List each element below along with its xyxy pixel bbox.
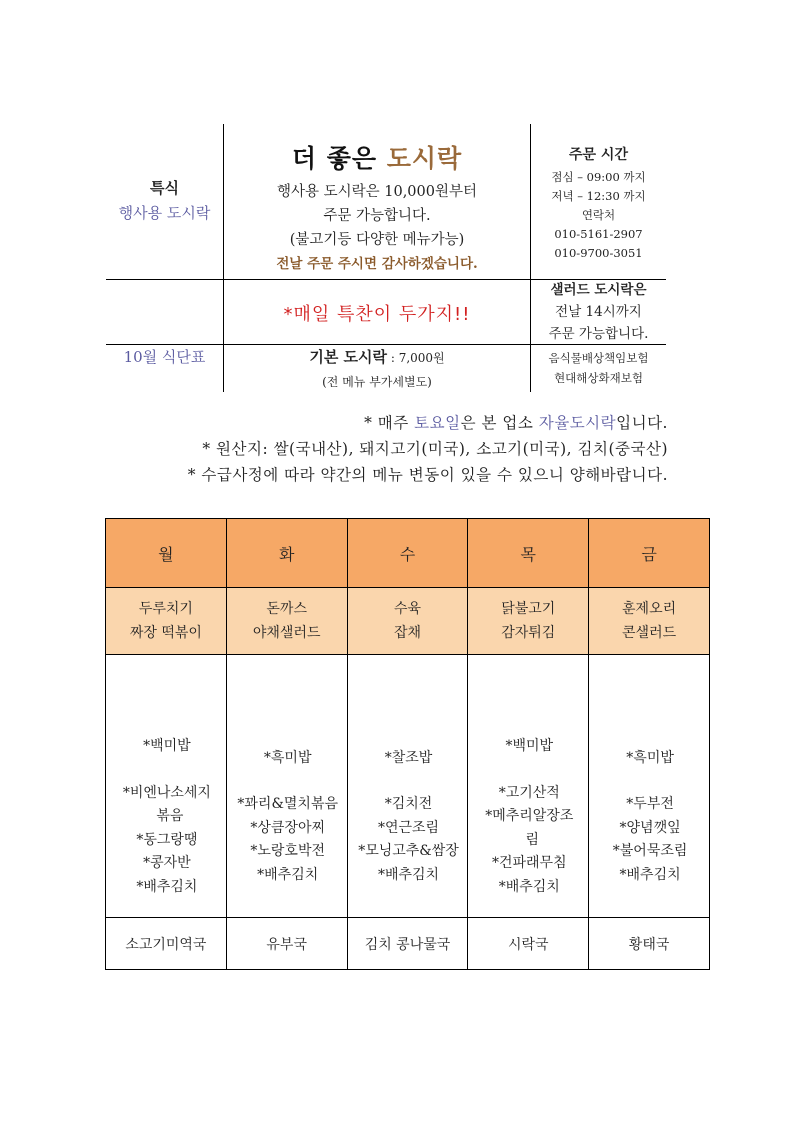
brand-part2: 도시락 [386,144,463,173]
special-box [106,176,223,226]
side-item: *배추김치 [257,866,319,883]
side-item: *양념깻잎 [619,819,681,836]
soup-cell: 유부국 [226,918,347,970]
side-item: *김치전 [384,796,433,813]
note-text: * 매주 [364,414,415,432]
items-cell [106,655,227,918]
rice-item: *백미밥 [505,738,554,754]
insurance-box [531,348,666,388]
basic-price: : 7,000원 [387,351,445,365]
side-item: *동그랑땡 [136,831,198,848]
salad-line-2: 전날 14시까지 [555,304,642,320]
insurance-line-2: 현대해상화재보험 [554,371,643,385]
special-cell [106,588,227,655]
side-item: *두부전 [626,796,674,813]
special-title: 특식 [150,179,179,197]
side-item: *콩자반 [143,855,191,871]
brand-part1: 더 좋은 [291,144,387,173]
special-item: 돈까스 [266,601,307,617]
soup-cell: 황태국 [589,918,710,970]
notes-block [106,410,668,488]
saturday-note [106,410,668,436]
special-item: 감자튀김 [501,625,556,641]
items-cell [468,655,589,918]
side-item: *배추김치 [619,866,681,883]
items-cell [347,655,468,918]
side-item: *배추김치 [377,866,440,883]
side-item: 림 [525,831,540,848]
soup-cell: 김치 콩나물국 [347,918,468,970]
special-item: 훈제오리 [622,601,677,617]
side-item: *연근조림 [377,819,440,836]
items-cell [589,655,710,918]
note-text: 입니다. [616,414,668,432]
rice-item: *흑미밥 [263,749,312,766]
event-line-1: 행사용 도시락은 10,000원부터 [276,184,478,200]
special-item: 수육 [393,601,422,617]
vat-note: (전 메뉴 부가세별도) [322,375,432,389]
salad-box [531,279,666,345]
side-item: *비엔나소세지 [122,784,211,801]
brand-box [224,142,530,275]
side-item: *꽈리&멸치볶음 [237,796,338,813]
special-row [106,588,710,655]
side-item: 볶음 [156,808,184,824]
items-cell [226,655,347,918]
contact-label: 연락처 [581,208,616,222]
daily-special-text: *매일 특찬이 두가지!! [283,304,471,325]
thanks-text: 전날 주문 주시면 감사하겠습니다. [276,256,478,272]
day-cell: 월 [106,519,227,588]
header-block [106,124,666,392]
side-item: *불어묵조림 [612,843,688,860]
side-item: *배추김치 [498,878,560,895]
lunch-time: 점심 – 09:00 까지 [551,170,646,184]
rice-item: *흑미밥 [626,749,674,766]
special-cell [589,588,710,655]
salad-line-3: 주문 가능합니다. [548,326,649,342]
salad-line-1: 샐러드 도시락은 [550,282,647,298]
order-time-title: 주문 시간 [569,147,628,163]
side-item: *모닝고추&쌈장 [358,843,459,860]
phone-2: 010-9700-3051 [554,246,643,260]
phone-1: 010-5161-2907 [554,227,643,241]
special-item: 잡채 [393,625,422,641]
rice-item: *찰조밥 [384,749,433,766]
note-text: 은 본 업소 [460,414,539,432]
side-item: *메추리알장조 [485,808,574,824]
dinner-time: 저녁 – 12:30 까지 [551,189,646,203]
special-item: 콘샐러드 [622,625,677,641]
rice-item: *백미밥 [143,738,191,754]
side-item: *건파래무침 [491,855,567,871]
special-item: 두루치기 [138,601,193,617]
soup-cell: 소고기미역국 [106,918,227,970]
special-item: 닭불고기 [501,601,556,617]
supply-notice: * 수급사정에 따라 약간의 메뉴 변동이 있을 수 있으니 양해바랍니다. [187,466,668,484]
menu-table [105,518,710,970]
special-cell [468,588,589,655]
origin-note: * 원산지: 쌀(국내산), 돼지고기(미국), 소고기(미국), 김치(중국산) [202,440,668,458]
side-item: *고기산적 [498,784,560,801]
side-item: *노랑호박전 [250,843,325,860]
special-item: 야채샐러드 [252,625,321,641]
day-cell: 목 [468,519,589,588]
order-time-box [531,144,666,263]
basic-box [224,346,530,393]
soup-cell: 시락국 [468,918,589,970]
side-item: *배추김치 [136,878,198,895]
soup-row [106,918,710,970]
basic-label: 기본 도시락 [309,348,388,366]
day-cell: 수 [347,519,468,588]
month-menu-title: 10월 식단표 [123,348,206,366]
special-cell [347,588,468,655]
saturday-highlight: 토요일 [414,414,461,432]
special-item: 짜장 떡볶이 [129,625,202,641]
special-cell [226,588,347,655]
day-cell: 금 [589,519,710,588]
brand-title [224,142,530,176]
items-row [106,655,710,918]
free-lunch-highlight: 자율도시락 [538,414,617,432]
side-item: *상큼장아찌 [250,819,325,836]
event-line-2: 주문 가능합니다. [323,208,431,224]
event-line-3: (불고기등 다양한 메뉴가능) [289,232,465,248]
day-cell: 화 [226,519,347,588]
special-subtitle: 행사용 도시락 [118,204,211,222]
insurance-line-1: 음식물배상책임보험 [548,351,649,365]
day-header-row [106,519,710,588]
